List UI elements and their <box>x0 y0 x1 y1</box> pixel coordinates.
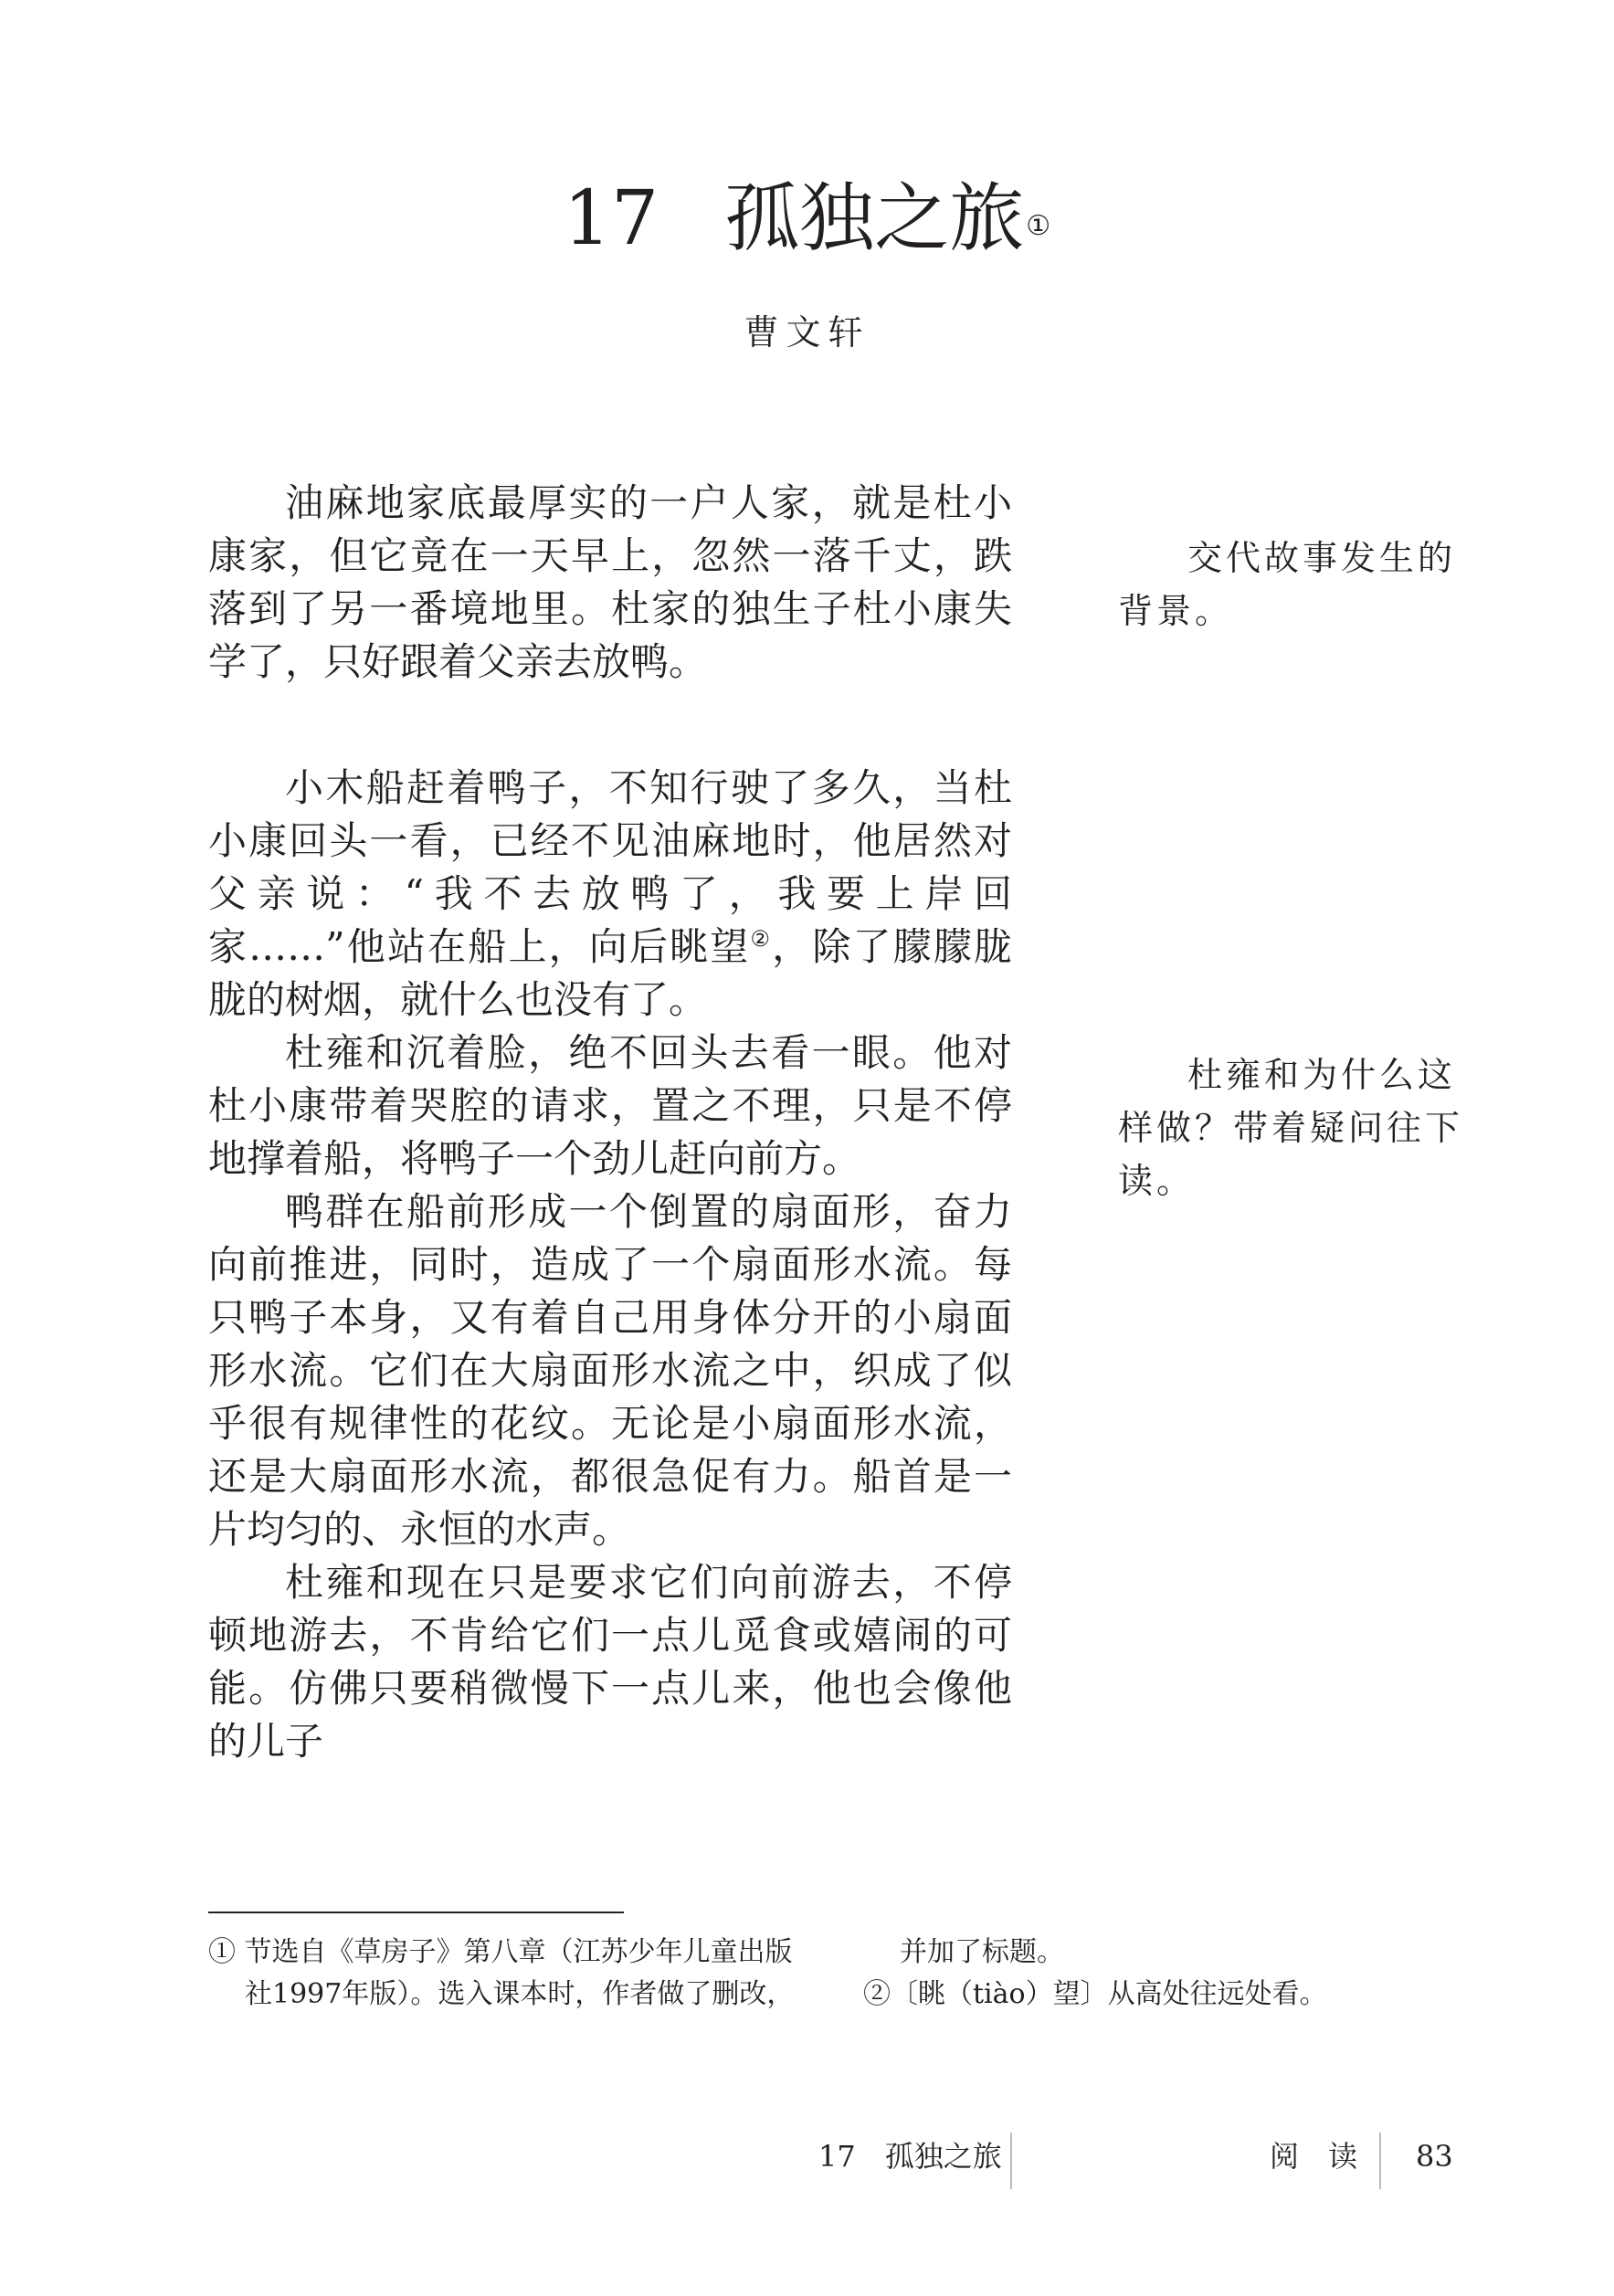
lesson-title-text: 孤独之旅 <box>724 175 1025 262</box>
footer-divider-1 <box>1010 2133 1012 2189</box>
footer-lesson-label: 17 孤独之旅 <box>818 2139 1002 2174</box>
paragraph-1: 油麻地家底最厚实的一户人家，就是杜小康家，但它竟在一天早上，忽然一落千丈，跌落到了另一番境地里。杜家的独生子杜小康失学了，只好跟着父亲去放鸭。 <box>208 480 1012 684</box>
side-note-1: 交代故事发生的背景。 <box>1118 538 1457 631</box>
paragraph-2 <box>208 762 1012 1027</box>
footnote-mark-2[interactable]: ② <box>750 926 773 952</box>
paragraph-2-part-2: ，除了朦朦胧胧的树烟，就什么也没有了。 <box>208 924 1012 1022</box>
footnote-1-line-3: 并加了标题。 <box>900 1936 1064 1968</box>
side-note-2: 杜雍和为什么这样做？带着疑问往下读。 <box>1118 1055 1464 1201</box>
paragraph-3: 杜雍和沉着脸，绝不回头去看一眼。他对杜小康带着哭腔的请求，置之不理，只是不停地撑着船，将鸭子一个劲儿赶向前方。 <box>208 1030 1012 1181</box>
lesson-number: 17 <box>563 175 659 262</box>
title-footnote-mark[interactable]: ① <box>1026 210 1051 242</box>
paragraph-5: 杜雍和现在只是要求它们向前游去，不停顿地游去，不肯给它们一点儿觅食或嬉闹的可能。仿佛只要稍微慢下一点儿来，他也会像他的儿子 <box>208 1560 1012 1764</box>
footnote-1-line-1: ① 节选自《草房子》第八章（江苏少年儿童出版 <box>208 1936 793 1968</box>
footnote-2: ②〔眺（tiào）望〕从高处往远处看。 <box>863 1978 1327 2010</box>
paragraph-2-part-1: 小木船赶着鸭子，不知行驶了多久，当杜小康回头一看，已经不见油麻地时，他居然对父亲说：“我不去放鸭了，我要上岸回家……”他站在船上，向后眺望 <box>208 765 1012 969</box>
footnote-divider <box>208 1912 624 1913</box>
footer-section: 阅 读 <box>1270 2139 1358 2174</box>
main-text <box>208 477 1012 1768</box>
footer-divider-2 <box>1379 2133 1381 2189</box>
page-number: 83 <box>1416 2139 1453 2174</box>
lesson-title <box>0 174 1614 265</box>
paragraph-4: 鸭群在船前形成一个倒置的扇面形，奋力向前推进，同时，造成了一个扇面形水流。每只鸭子本身，又有着自己用身体分开的小扇面形水流。它们在大扇面形水流之中，织成了似乎很有规律性的花纹。无论是小扇面形水流，还是大扇面形水流，都很急促有力。船首是一片均匀的、永恒的水声。 <box>208 1189 1012 1552</box>
footnote-1-line-2: 社1997年版）。选入课本时，作者做了删改， <box>245 1978 795 2010</box>
author: 曹文轩 <box>744 312 870 353</box>
